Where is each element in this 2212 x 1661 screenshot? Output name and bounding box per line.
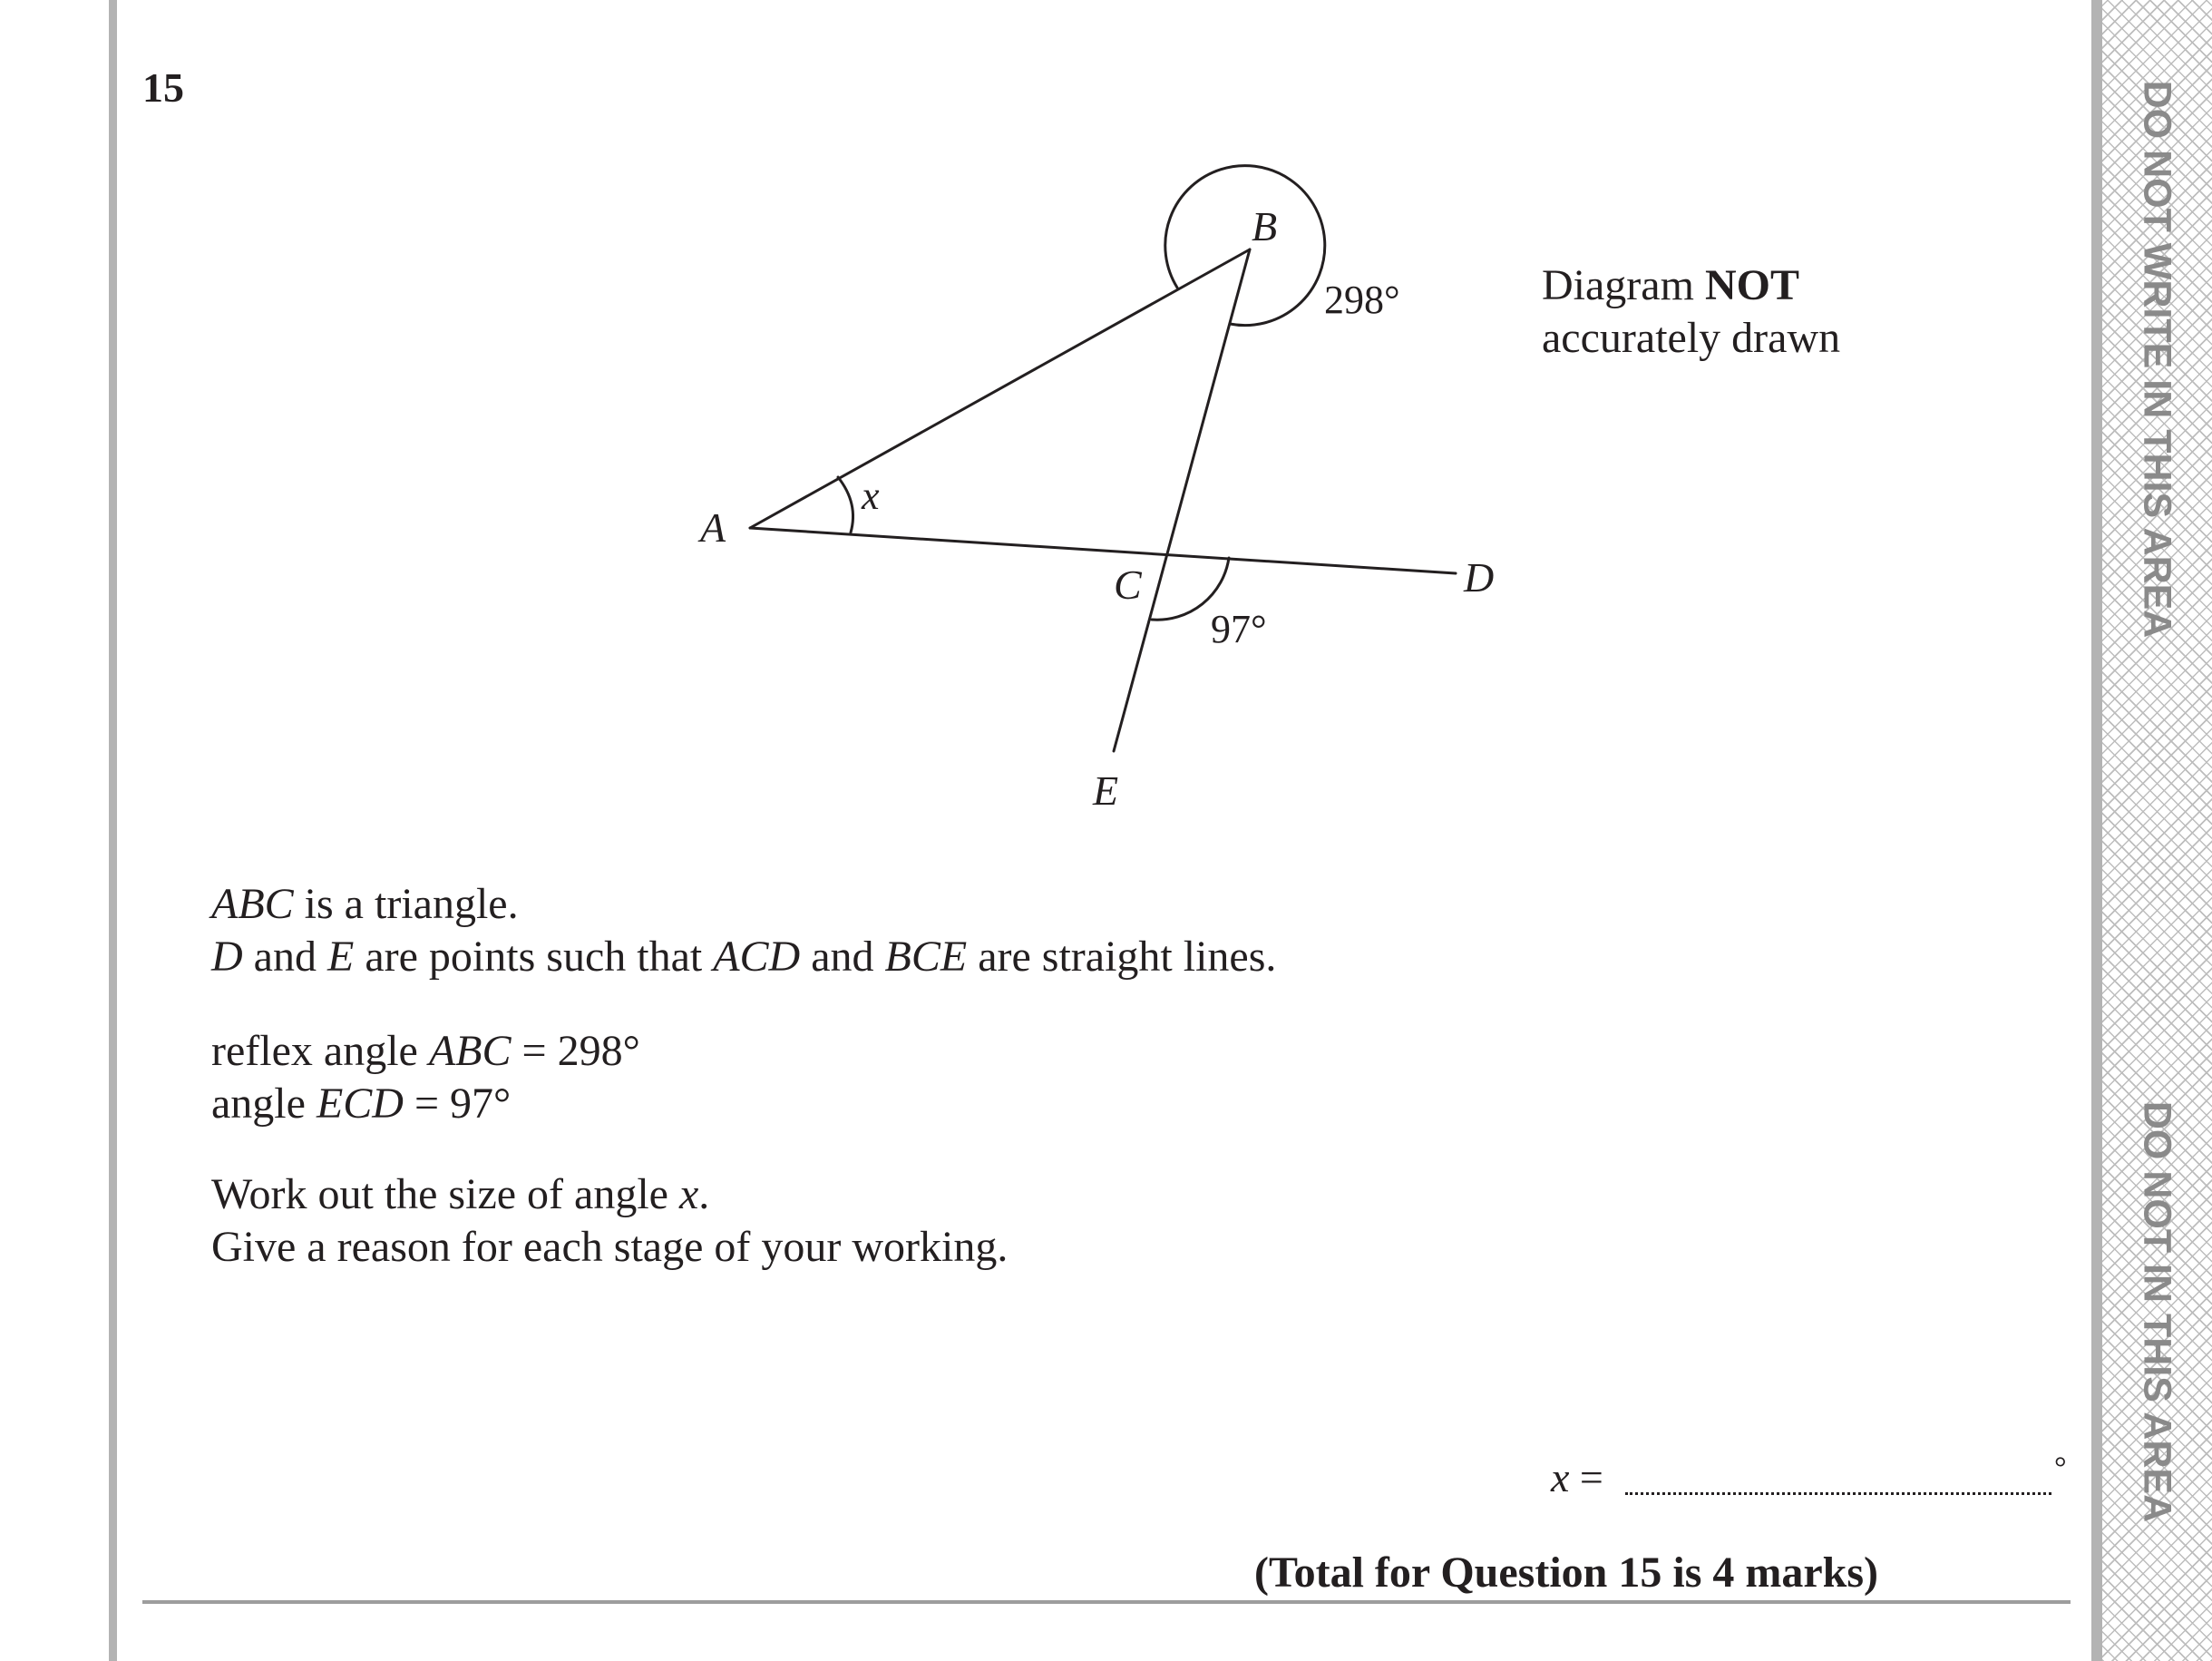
statement-text: and	[800, 933, 885, 981]
line-acd	[750, 528, 1456, 573]
math-term: x	[678, 1170, 699, 1218]
geometry-diagram	[0, 0, 2086, 835]
math-term: D	[211, 933, 243, 981]
answer-variable: x	[1551, 1454, 1570, 1500]
given-text: reflex angle	[211, 1027, 429, 1075]
math-term: E	[326, 933, 355, 981]
diagram-note	[1542, 259, 1840, 365]
given-text: = 97°	[403, 1080, 512, 1128]
statement-text: and	[242, 933, 327, 981]
task-text: .	[698, 1170, 710, 1218]
point-label-c: C	[1114, 562, 1142, 608]
angle-label-97: 97°	[1211, 607, 1267, 651]
math-term: BCE	[884, 933, 968, 981]
note-bold-text: NOT	[1704, 261, 1799, 309]
angle-arc-x	[838, 477, 853, 532]
math-term: ECD	[316, 1080, 404, 1128]
task-text: Give a reason for each stage of your working.	[211, 1223, 1009, 1271]
problem-statement	[211, 878, 1276, 983]
task-text: Work out the size of angle	[211, 1170, 679, 1218]
answer-equals: =	[1569, 1454, 1603, 1500]
statement-text: are straight lines.	[967, 933, 1277, 981]
statement-text: are points such that	[354, 933, 714, 981]
given-text: = 298°	[511, 1027, 640, 1075]
math-term: ABC	[428, 1027, 512, 1075]
math-term: ACD	[713, 933, 801, 981]
angle-label-298: 298°	[1324, 278, 1400, 322]
math-term: ABC	[211, 880, 294, 928]
note-text: accurately drawn	[1542, 314, 1841, 362]
question-total: (Total for Question 15 is 4 marks)	[1254, 1549, 1879, 1597]
given-text: angle	[211, 1080, 317, 1128]
point-label-a: A	[700, 504, 726, 551]
task-instructions	[211, 1168, 1008, 1274]
point-label-e: E	[1093, 767, 1119, 814]
point-label-b: B	[1252, 203, 1278, 249]
answer-line[interactable]	[1625, 1492, 2051, 1495]
note-text: Diagram	[1542, 261, 1694, 309]
margin-warning-text: DO NOT WRITE IN THIS AREA	[2135, 80, 2179, 639]
statement-text: is a triangle.	[293, 880, 519, 928]
point-label-d: D	[1464, 554, 1495, 601]
question-number: 15	[142, 64, 184, 111]
answer-label	[1551, 1453, 1603, 1501]
margin-warning-text: DO NOT IN THIS AREA	[2135, 1100, 2179, 1523]
line-ab	[750, 249, 1250, 528]
angle-label-x: x	[862, 474, 880, 518]
given-values	[211, 1025, 640, 1130]
answer-unit: °	[2054, 1451, 2067, 1485]
question-divider	[142, 1600, 2071, 1604]
page-right-border	[2091, 0, 2102, 1661]
reflex-angle-arc-b	[1165, 166, 1325, 326]
